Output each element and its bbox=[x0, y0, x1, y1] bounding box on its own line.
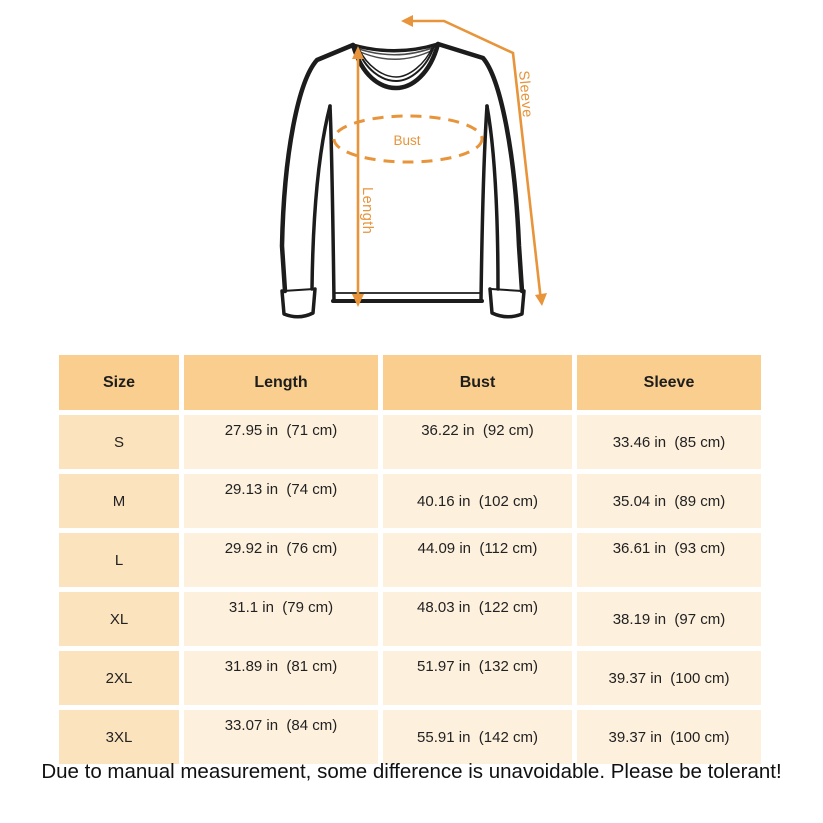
table-row-m bbox=[59, 474, 761, 528]
cell-bust: 36.22 in (92 cm) bbox=[383, 415, 572, 469]
cell-bust: 40.16 in (102 cm) bbox=[383, 474, 572, 528]
header-size: Size bbox=[59, 355, 179, 410]
table-row-2xl bbox=[59, 651, 761, 705]
cell-size: XL bbox=[59, 592, 179, 646]
measurement-disclaimer: Due to manual measurement, some difference is unavoidable. Please be tolerant! bbox=[41, 760, 782, 783]
cell-sleeve: 39.37 in (100 cm) bbox=[577, 710, 761, 764]
cell-length: 27.95 in (71 cm) bbox=[184, 415, 378, 469]
sleeve-label: Sleeve bbox=[515, 69, 536, 119]
cell-sleeve: 38.19 in (97 cm) bbox=[577, 592, 761, 646]
table-row-l bbox=[59, 533, 761, 587]
cell-length: 33.07 in (84 cm) bbox=[184, 710, 378, 764]
table-header-row bbox=[59, 355, 761, 410]
table-row-xl bbox=[59, 592, 761, 646]
cell-length: 31.1 in (79 cm) bbox=[184, 592, 378, 646]
cell-size: 3XL bbox=[59, 710, 179, 764]
length-label: Length bbox=[359, 187, 375, 235]
sleeve-arrowhead-down bbox=[535, 293, 547, 306]
cell-length: 29.13 in (74 cm) bbox=[184, 474, 378, 528]
cell-size: M bbox=[59, 474, 179, 528]
shirt-outline bbox=[282, 44, 524, 317]
cell-size: S bbox=[59, 415, 179, 469]
sleeve-arrowhead-left bbox=[401, 15, 413, 27]
cell-length: 29.92 in (76 cm) bbox=[184, 533, 378, 587]
cell-sleeve: 33.46 in (85 cm) bbox=[577, 415, 761, 469]
header-length: Length bbox=[184, 355, 378, 410]
cell-sleeve: 35.04 in (89 cm) bbox=[577, 474, 761, 528]
table-row-3xl bbox=[59, 710, 761, 764]
cell-bust: 55.91 in (142 cm) bbox=[383, 710, 572, 764]
size-table bbox=[54, 350, 766, 769]
table-row-s bbox=[59, 415, 761, 469]
bust-label: Bust bbox=[393, 133, 421, 148]
cell-length: 31.89 in (81 cm) bbox=[184, 651, 378, 705]
header-sleeve: Sleeve bbox=[577, 355, 761, 410]
header-bust: Bust bbox=[383, 355, 572, 410]
length-measure-arrow bbox=[352, 46, 364, 307]
cell-bust: 51.97 in (132 cm) bbox=[383, 651, 572, 705]
cell-sleeve: 36.61 in (93 cm) bbox=[577, 533, 761, 587]
cell-size: L bbox=[59, 533, 179, 587]
cell-bust: 44.09 in (112 cm) bbox=[383, 533, 572, 587]
cell-sleeve: 39.37 in (100 cm) bbox=[577, 651, 761, 705]
shirt-measurement-diagram bbox=[250, 8, 580, 338]
cell-bust: 48.03 in (122 cm) bbox=[383, 592, 572, 646]
cell-size: 2XL bbox=[59, 651, 179, 705]
